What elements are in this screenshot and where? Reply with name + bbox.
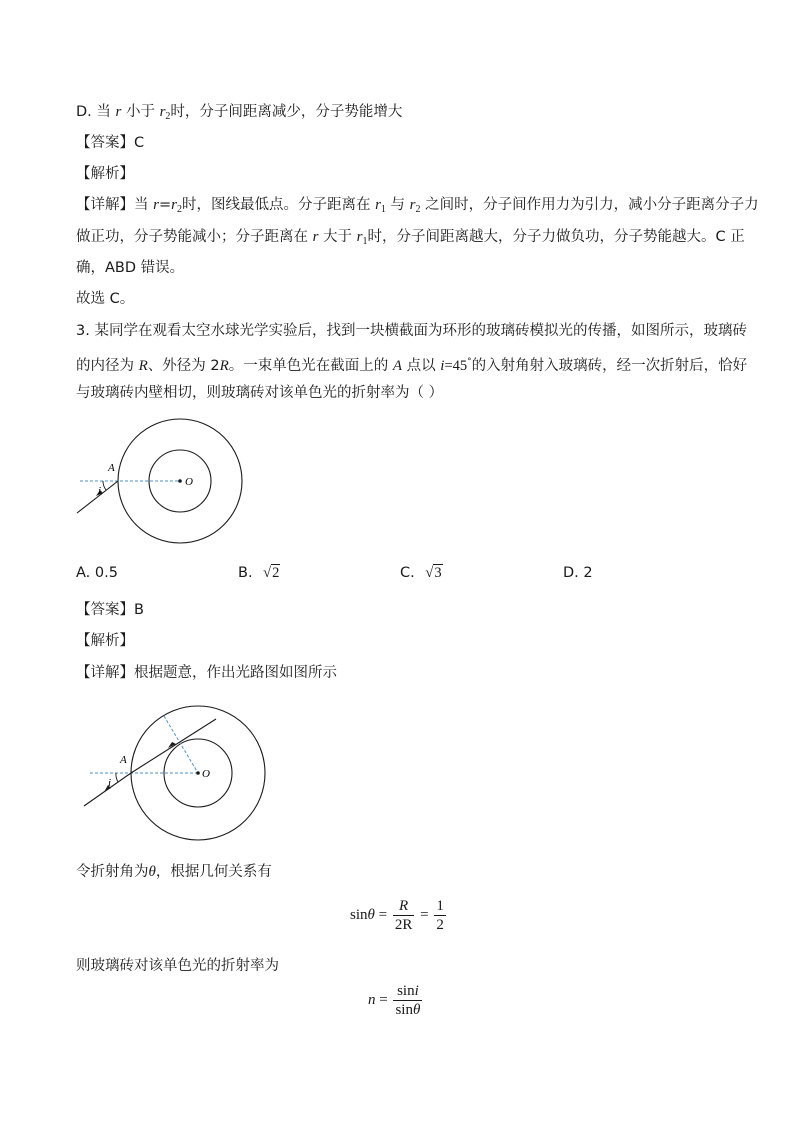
detail-line-4: 【详解】根据题意，作出光路图如图所示 xyxy=(76,665,337,681)
var-r: r xyxy=(356,229,363,245)
var-r: r xyxy=(375,197,381,213)
subscript: 2 xyxy=(415,204,421,215)
option-label: A. 0.5 xyxy=(76,565,118,581)
option-label: D. 2 xyxy=(563,565,593,581)
denominator xyxy=(393,1000,422,1019)
var-theta: θ xyxy=(148,864,156,880)
text-seg: 的入射角射入玻璃砖，经一次折射后，恰好 xyxy=(471,358,748,374)
var-r: r xyxy=(115,104,122,120)
var-R: R xyxy=(138,358,148,374)
detail-line-2 xyxy=(76,227,745,252)
text-seg: D. 当 xyxy=(76,104,116,120)
formula-sin-theta: sinθ = $\frac{R}{2R}$ = $\frac{1}{2}$ xyxy=(350,898,444,933)
text-seg: 【详解】当 xyxy=(76,197,154,213)
option-c[interactable] xyxy=(400,563,443,583)
sin-text: sin xyxy=(395,1002,413,1018)
subscript: 2 xyxy=(176,204,182,215)
text-seg: 时，分子间距离减少，分子势能增大 xyxy=(170,104,403,120)
subscript: 1 xyxy=(380,204,386,215)
fraction-half xyxy=(434,897,446,934)
text-seg: 时，分子间距离越大，分子力做负功，分子势能越大。C 正 xyxy=(367,229,745,245)
question-3-line-1: 3. 某同学在观看太空水球光学实验后，找到一块横截面为环形的玻璃砖模拟光的传播，如图所示，玻璃砖 xyxy=(76,323,747,339)
var-theta: θ xyxy=(412,1002,421,1018)
refracted-ray xyxy=(131,719,216,773)
center-dot xyxy=(196,771,200,775)
angle-arc xyxy=(103,481,106,490)
ring-figure-2 xyxy=(76,694,266,846)
text-seg: 大于 xyxy=(318,229,357,245)
question-3-line-2 xyxy=(76,352,747,376)
label-o: O xyxy=(202,768,210,780)
angle-arc xyxy=(116,773,118,782)
text-seg: 做正功，分子势能减小；分子距离在 xyxy=(76,229,313,245)
theta: θ xyxy=(367,906,375,923)
formula-n: n = $\frac{\sin i}{\sin\theta}$ xyxy=(368,983,421,1018)
analysis-label-2: 【解析】 xyxy=(76,633,134,649)
option-a[interactable] xyxy=(76,563,118,583)
sqrt-symbol: √2 xyxy=(263,565,280,581)
let-angle-line xyxy=(76,862,272,882)
var-A: A xyxy=(392,358,403,374)
text-seg: 的内径为 xyxy=(76,358,139,374)
detail-line-1 xyxy=(76,195,759,220)
choose-line: 故选 C。 xyxy=(76,291,135,307)
answer-label: 【答案】C xyxy=(76,135,145,151)
label-i: i xyxy=(108,777,112,789)
fraction-r-2r xyxy=(393,897,415,934)
label-i: i xyxy=(98,485,102,497)
option-d[interactable] xyxy=(563,563,593,583)
then-n-line: 则玻璃砖对该单色光的折射率为 xyxy=(76,958,279,974)
fraction-sin-ratio xyxy=(393,982,422,1019)
text-seg: ，根据几何关系有 xyxy=(155,864,272,880)
var-R: R xyxy=(219,358,229,374)
option-label: B. xyxy=(238,565,253,581)
subscript: 1 xyxy=(362,236,368,247)
text-seg: 与 xyxy=(385,197,410,213)
n-var: n xyxy=(368,991,376,1008)
text-seg: 令折射角为 xyxy=(76,864,149,880)
var-i: i xyxy=(414,983,419,999)
sin-text: sin xyxy=(397,983,415,999)
sqrt-symbol: √3 xyxy=(425,565,442,581)
var-i: i xyxy=(440,358,445,374)
option-label: C. xyxy=(400,565,415,581)
answer-label-2: 【答案】B xyxy=(76,602,144,618)
label-a: A xyxy=(120,754,127,766)
label-a: A xyxy=(108,462,115,474)
subscript: 2 xyxy=(165,111,171,122)
ring-figure-1 xyxy=(70,412,250,552)
numerator: R xyxy=(399,898,409,914)
text-seg: 之间时，分子间作用力为引力，减小分子距离分子力 xyxy=(420,197,759,213)
sin-text: sin xyxy=(350,906,368,923)
denominator: 2 xyxy=(436,917,444,933)
var-r: r xyxy=(171,197,177,213)
numerator: 1 xyxy=(436,898,444,914)
option-b[interactable] xyxy=(238,563,280,583)
var-r: r xyxy=(312,229,319,245)
denominator: 2R xyxy=(394,917,413,933)
text-seg: = xyxy=(158,197,172,213)
center-dot xyxy=(178,479,182,483)
analysis-label: 【解析】 xyxy=(76,166,134,182)
radius-dashed-line xyxy=(164,716,198,773)
text-seg: 。一束单色光在截面上的 xyxy=(228,358,393,374)
var-r: r xyxy=(409,197,416,213)
label-o: O xyxy=(185,476,193,488)
text-seg: 、外径为 2 xyxy=(147,358,220,374)
text-seg: 时，图线最低点。分子距离在 xyxy=(181,197,376,213)
numerator xyxy=(393,982,422,1000)
detail-line-3: 确，ABD 错误。 xyxy=(76,260,185,276)
option-d-text xyxy=(76,102,402,127)
var-r: r xyxy=(159,104,166,120)
sqrt-value: 3 xyxy=(434,565,442,581)
degree: ° xyxy=(467,357,472,367)
text-seg: =45 xyxy=(444,358,468,374)
sqrt-value: 2 xyxy=(272,565,280,581)
text-seg: 小于 xyxy=(121,104,160,120)
text-seg: 点以 xyxy=(402,358,441,374)
question-3-line-3: 与玻璃砖内壁相切，则玻璃砖对该单色光的折射率为（ ） xyxy=(76,385,444,401)
var-r: r xyxy=(153,197,159,213)
